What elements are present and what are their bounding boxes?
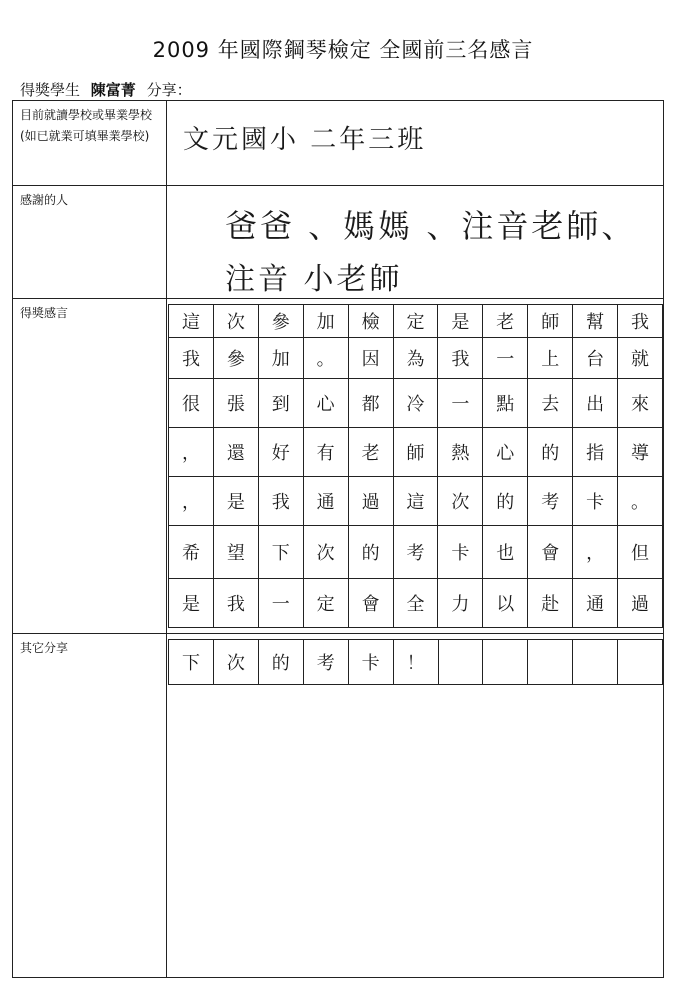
- thanks-line-2: 注音 小老師: [225, 262, 403, 297]
- award-grid: [168, 304, 663, 628]
- grid-cell: 全: [393, 579, 438, 628]
- grid-cell: 幫: [573, 305, 618, 338]
- grid-cell: 加: [303, 305, 348, 338]
- grid-cell: ，: [169, 477, 214, 526]
- grid-cell: 會: [528, 526, 573, 579]
- grid-cell: 冷: [393, 379, 438, 428]
- grid-row: [169, 526, 663, 579]
- grid-cell: 還: [213, 428, 258, 477]
- student-line: [20, 79, 192, 100]
- document-title: 2009 年國際鋼琴檢定 全國前三名感言: [152, 38, 534, 62]
- grid-cell: 過: [348, 477, 393, 526]
- grid-cell: 出: [573, 379, 618, 428]
- grid-cell: 但: [618, 526, 663, 579]
- grid-cell: 參: [258, 305, 303, 338]
- grid-cell: 考: [393, 526, 438, 579]
- grid-cell: 的: [348, 526, 393, 579]
- grid-cell: 參: [213, 338, 258, 379]
- grid-cell: 加: [258, 338, 303, 379]
- grid-cell: 次: [438, 477, 483, 526]
- grid-cell: 心: [483, 428, 528, 477]
- thanks-line-1: 爸爸 、媽媽 、注音老師、: [225, 207, 637, 245]
- student-name: 陳富菁: [90, 81, 136, 99]
- divider-thanks: [13, 298, 663, 299]
- grid-cell: 這: [393, 477, 438, 526]
- award-form: [12, 100, 664, 978]
- grid-cell: 指: [573, 428, 618, 477]
- grid-cell: 下: [169, 640, 214, 685]
- grid-row: [169, 305, 663, 338]
- grid-cell: 過: [618, 579, 663, 628]
- grid-cell: 有: [303, 428, 348, 477]
- grid-cell: 我: [618, 305, 663, 338]
- grid-cell: 赴: [528, 579, 573, 628]
- grid-row: [169, 477, 663, 526]
- grid-cell: [438, 640, 483, 685]
- grid-cell: 是: [213, 477, 258, 526]
- grid-cell: [618, 640, 663, 685]
- award-label: 得獎感言: [20, 306, 69, 320]
- share-label: 分享：: [146, 81, 192, 99]
- grid-cell: 一: [258, 579, 303, 628]
- student-label: 得獎學生: [20, 81, 81, 99]
- grid-cell: ，: [573, 526, 618, 579]
- grid-cell: 老: [348, 428, 393, 477]
- grid-cell: 是: [169, 579, 214, 628]
- grid-cell: 導: [618, 428, 663, 477]
- grid-cell: [483, 640, 528, 685]
- grid-cell: 。: [303, 338, 348, 379]
- grid-cell: 也: [483, 526, 528, 579]
- grid-cell: 很: [169, 379, 214, 428]
- grid-cell: 我: [438, 338, 483, 379]
- grid-cell: 都: [348, 379, 393, 428]
- grid-cell: 一: [483, 338, 528, 379]
- grid-cell: 老: [483, 305, 528, 338]
- grid-cell: 為: [393, 338, 438, 379]
- school-label: 目前就讀學校或畢業學校(如已就業可填畢業學校): [20, 108, 153, 143]
- grid-cell: 上: [528, 338, 573, 379]
- grid-cell: 次: [213, 640, 258, 685]
- grid-cell: 定: [393, 305, 438, 338]
- grid-cell: 熱: [438, 428, 483, 477]
- school-value: 文元國小 二年三班: [183, 125, 427, 155]
- grid-cell: 次: [303, 526, 348, 579]
- grid-cell: 就: [618, 338, 663, 379]
- grid-cell: 考: [303, 640, 348, 685]
- grid-cell: 希: [169, 526, 214, 579]
- label-column-divider: [166, 101, 167, 977]
- grid-cell: 的: [528, 428, 573, 477]
- grid-cell: 去: [528, 379, 573, 428]
- grid-cell: 會: [348, 579, 393, 628]
- grid-row: [169, 640, 663, 685]
- grid-cell: 。: [618, 477, 663, 526]
- other-label: 其它分享: [20, 641, 69, 655]
- grid-cell: 的: [483, 477, 528, 526]
- grid-cell: 張: [213, 379, 258, 428]
- grid-cell: 考: [528, 477, 573, 526]
- grid-cell: [573, 640, 618, 685]
- grid-cell: 檢: [348, 305, 393, 338]
- grid-cell: 力: [438, 579, 483, 628]
- grid-cell: 卡: [573, 477, 618, 526]
- grid-cell: ！: [393, 640, 438, 685]
- grid-cell: ，: [169, 428, 214, 477]
- grid-cell: 點: [483, 379, 528, 428]
- grid-cell: 是: [438, 305, 483, 338]
- grid-cell: 台: [573, 338, 618, 379]
- grid-cell: 這: [169, 305, 214, 338]
- grid-cell: 我: [213, 579, 258, 628]
- divider-school: [13, 185, 663, 186]
- grid-cell: 望: [213, 526, 258, 579]
- grid-cell: 師: [528, 305, 573, 338]
- grid-cell: 以: [483, 579, 528, 628]
- grid-cell: 一: [438, 379, 483, 428]
- grid-row: [169, 579, 663, 628]
- grid-cell: 心: [303, 379, 348, 428]
- grid-cell: 通: [573, 579, 618, 628]
- grid-cell: 定: [303, 579, 348, 628]
- grid-cell: 我: [258, 477, 303, 526]
- grid-row: [169, 428, 663, 477]
- grid-cell: 下: [258, 526, 303, 579]
- grid-row: [169, 379, 663, 428]
- grid-cell: 因: [348, 338, 393, 379]
- grid-cell: 到: [258, 379, 303, 428]
- grid-cell: 我: [169, 338, 214, 379]
- grid-cell: 次: [213, 305, 258, 338]
- grid-cell: 來: [618, 379, 663, 428]
- grid-cell: 卡: [348, 640, 393, 685]
- grid-cell: 好: [258, 428, 303, 477]
- divider-award: [13, 633, 663, 634]
- other-grid: [168, 639, 663, 685]
- thanks-label: 感謝的人: [20, 193, 69, 207]
- grid-row: [169, 338, 663, 379]
- grid-cell: 通: [303, 477, 348, 526]
- grid-cell: [528, 640, 573, 685]
- grid-cell: 的: [258, 640, 303, 685]
- grid-cell: 卡: [438, 526, 483, 579]
- grid-cell: 師: [393, 428, 438, 477]
